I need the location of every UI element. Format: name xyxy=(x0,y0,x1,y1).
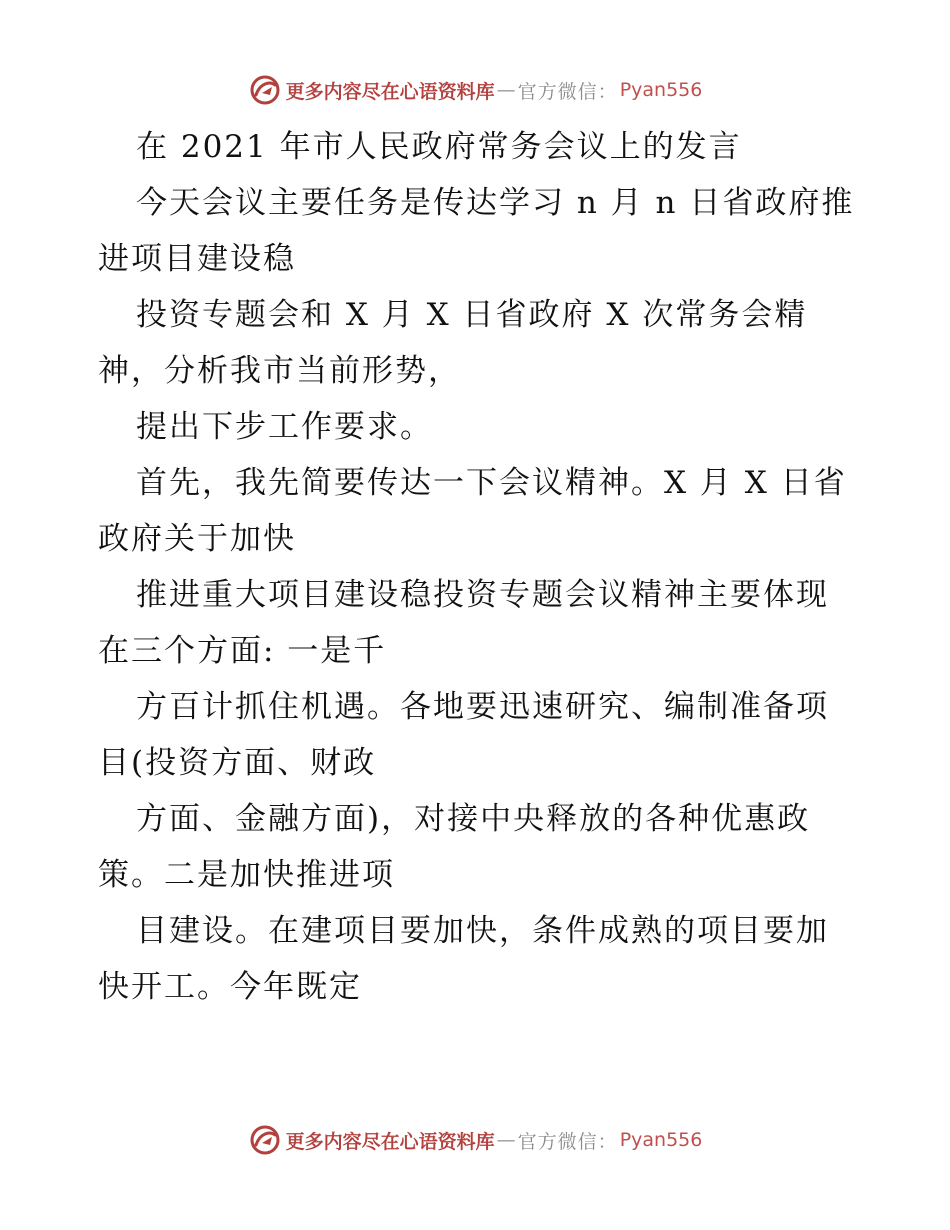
banner-dash: — xyxy=(496,1129,516,1151)
banner-wechat-label: 官方微信： xyxy=(517,80,618,103)
text-line: 推进重大项目建设稳投资专题会议精神主要体现 xyxy=(136,577,829,613)
brush-swirl-icon xyxy=(248,1123,282,1157)
banner-wechat-id: Pyan556 xyxy=(619,79,703,101)
document-body xyxy=(98,119,878,1015)
text-line: 投资专题会和 X 月 X 日省政府 X 次常务会精 xyxy=(136,297,808,333)
banner-wechat-id: Pyan556 xyxy=(619,1129,703,1151)
banner-main-text: 更多内容尽在心语资料库 xyxy=(285,80,495,103)
banner-dash: — xyxy=(496,79,516,101)
text-line: 今天会议主要任务是传达学习 n 月 n 日省政府推 xyxy=(136,185,855,221)
text-line: 在三个方面: 一是千 xyxy=(98,633,387,669)
banner-main-text: 更多内容尽在心语资料库 xyxy=(285,1130,495,1153)
text-line: 神，分析我市当前形势， xyxy=(98,353,461,389)
text-line: 策。二是加快推进项 xyxy=(98,857,395,893)
text-line: 进项目建设稳 xyxy=(98,241,296,277)
text-line: 快开工。今年既定 xyxy=(98,969,362,1005)
banner-wechat-label: 官方微信： xyxy=(517,1130,618,1153)
document-title: 在 2021 年市人民政府常务会议上的发言 xyxy=(136,129,742,165)
brush-swirl-icon xyxy=(248,73,282,107)
header-watermark-banner xyxy=(0,70,950,110)
text-line: 方百计抓住机遇。各地要迅速研究、编制准备项 xyxy=(136,689,829,725)
text-line: 提出下步工作要求。 xyxy=(136,409,433,445)
text-line: 目(投资方面、财政 xyxy=(98,745,377,781)
footer-watermark-banner xyxy=(0,1120,950,1160)
text-line: 政府关于加快 xyxy=(98,521,296,557)
text-line: 方面、金融方面)，对接中央释放的各种优惠政 xyxy=(136,801,811,837)
text-line: 首先，我先简要传达一下会议精神。X 月 X 日省 xyxy=(136,465,847,501)
text-line: 目建设。在建项目要加快，条件成熟的项目要加 xyxy=(136,913,829,949)
